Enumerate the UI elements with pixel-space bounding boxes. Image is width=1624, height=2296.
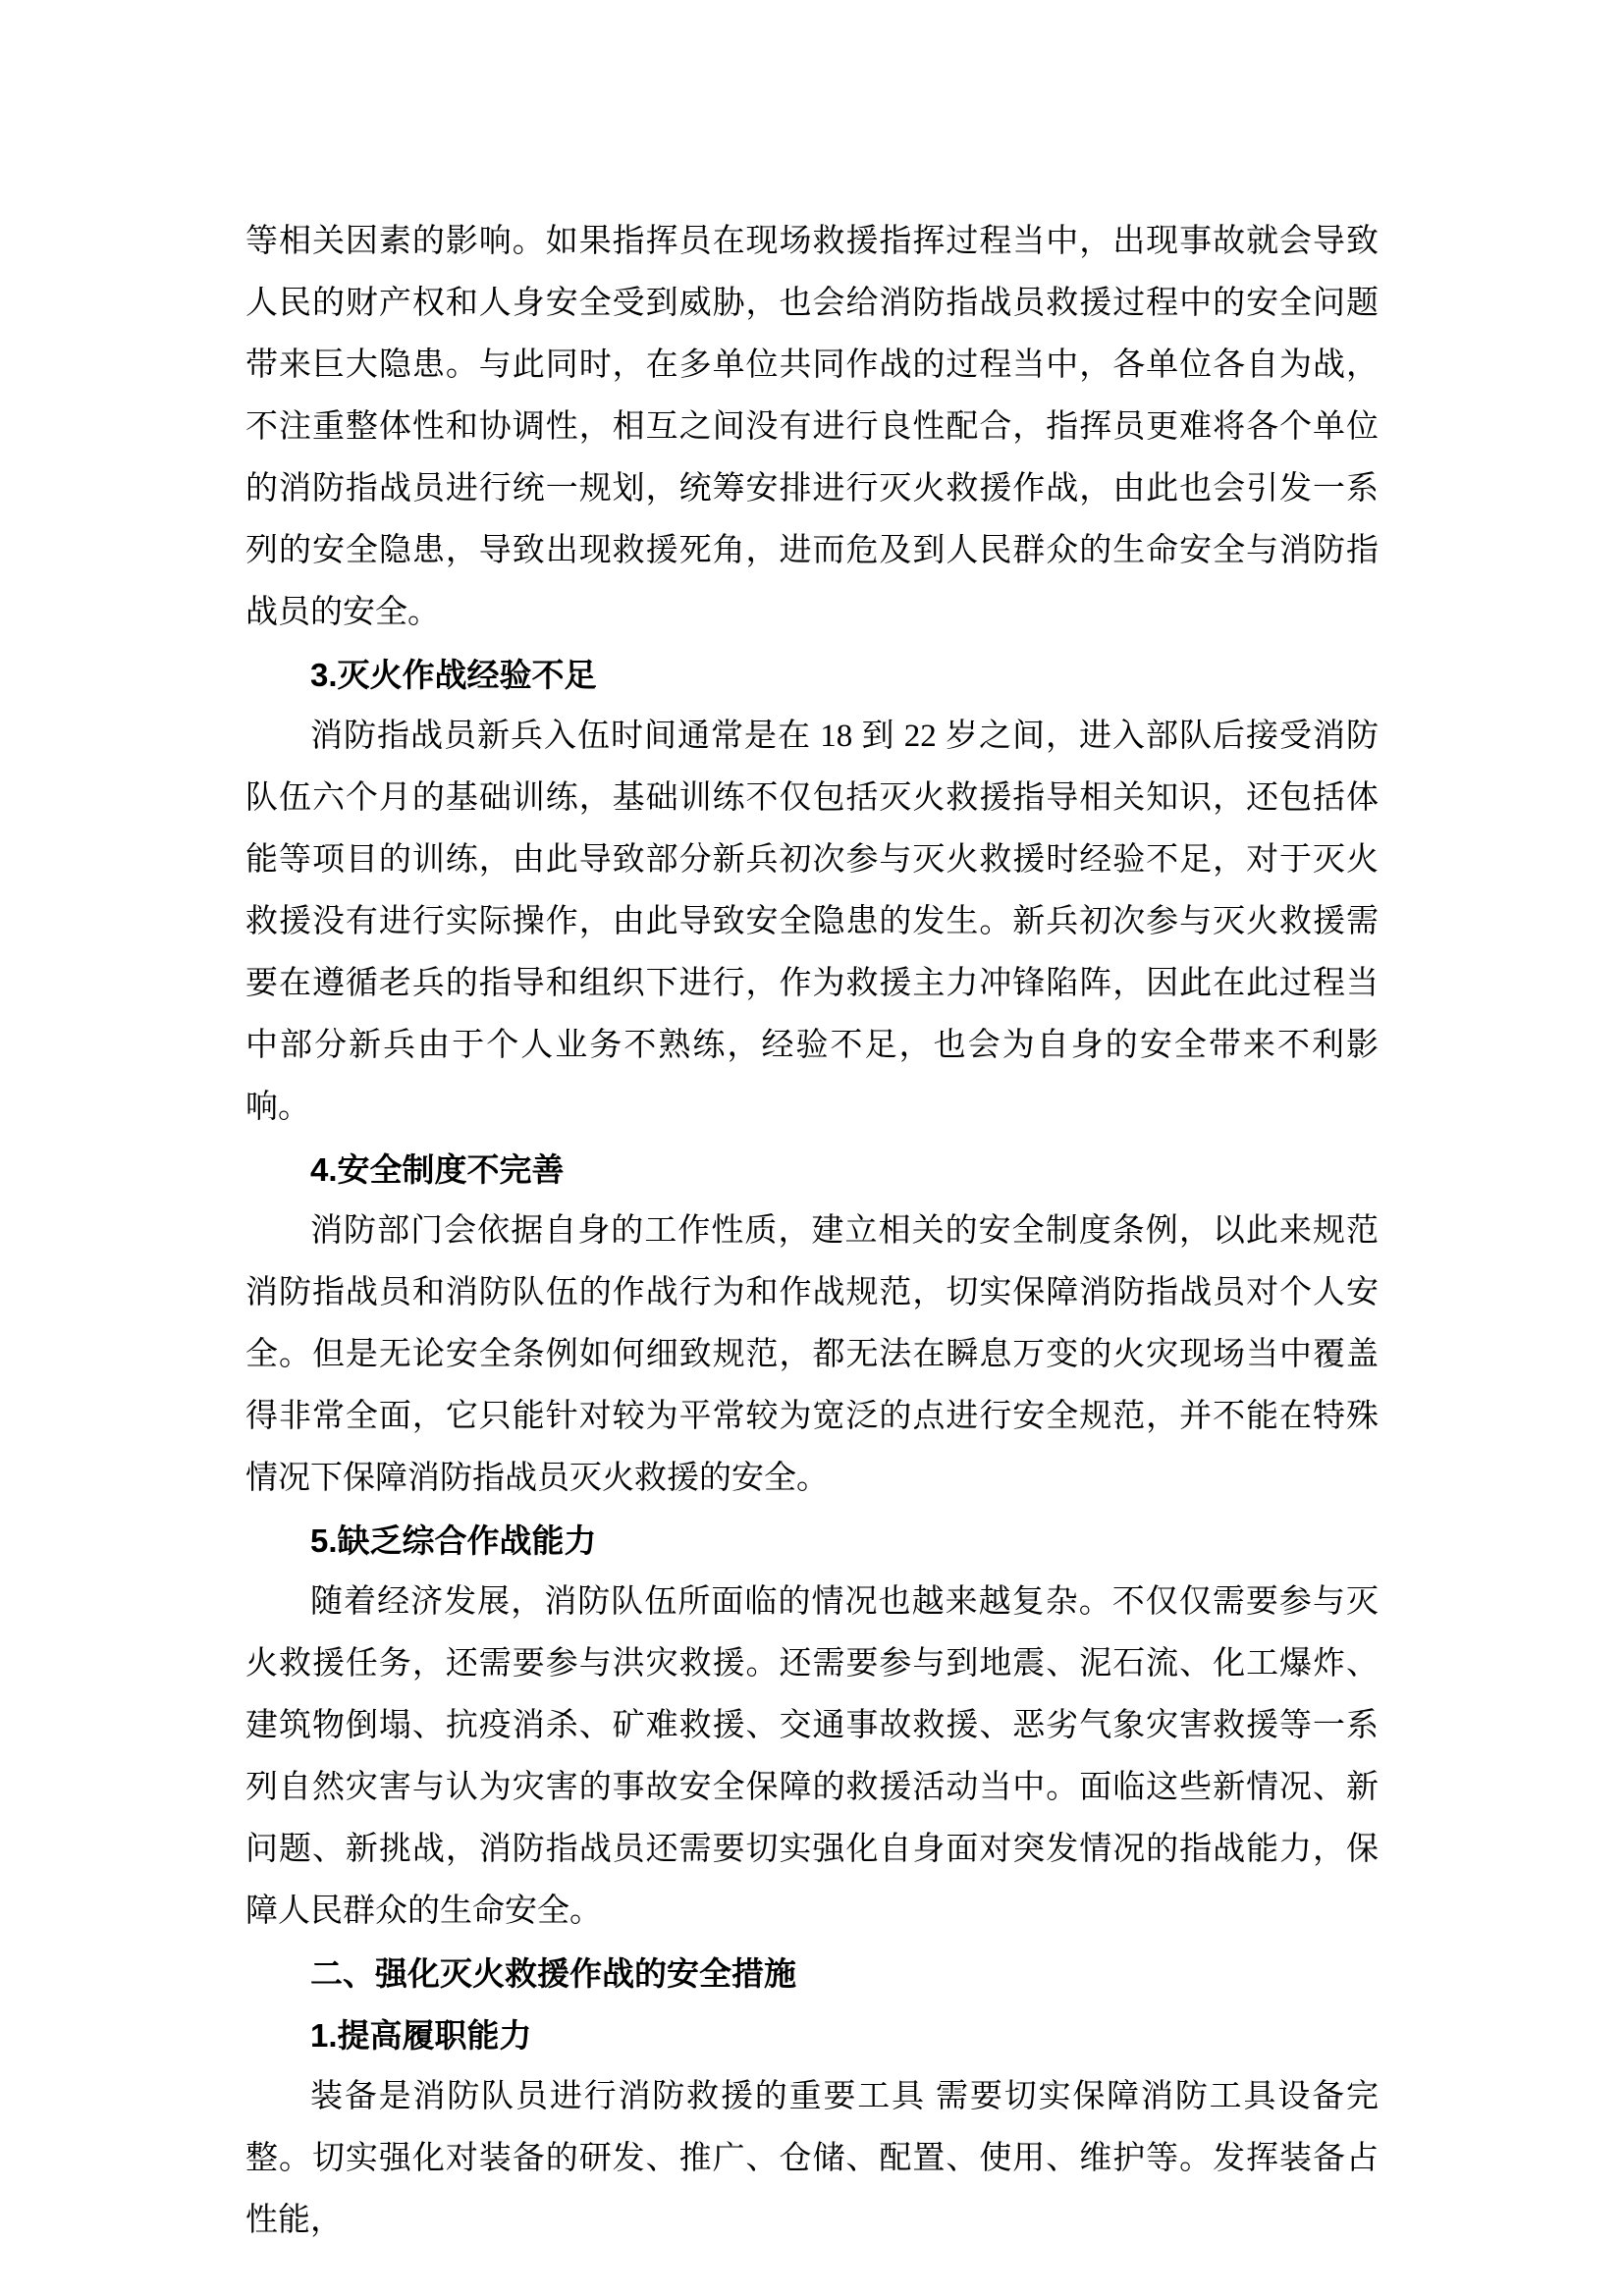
section-heading-4-imperfect-safety-system: 4.安全制度不完善 [310,1151,565,1188]
section-heading-1-improve-duty-capability: 1.提高履职能力 [310,2017,532,2054]
section-heading-5-lack-comprehensive-capability: 5.缺乏综合作战能力 [310,1522,597,1559]
chapter-heading-2-safety-measures: 二、强化灭火救援作战的安全措施 [310,1955,796,1992]
paragraph-comprehensive-capability: 随着经济发展，消防队伍所面临的情况也越来越复杂。不仅仅需要参与灭火救援任务，还需要参与洪灾救援。还需要参与到地震、泥石流、化工爆炸、建筑物倒塌、抗疫消杀、矿难救援、交通事故救援、恶劣气象灾害救援等一系列自然灾害与认为灾害的事故安全保障的救援活动当中。面临这些新情况、新问题、新挑战，消防指战员还需要切实强化自身面对突发情况的指战能力，保障人民群众的生命安全。 [245,1584,1379,1929]
paragraph-continuation: 等相关因素的影响。如果指挥员在现场救援指挥过程当中，出现事故就会导致人民的财产权和人身安全受到威胁，也会给消防指战员救援过程中的安全问题带来巨大隐患。与此同时，在多单位共同作战的过程当中，各单位各自为战，不注重整体性和协调性，相互之间没有进行良性配合，指挥员更难将各个单位的消防指战员进行统一规划，统筹安排进行灭火救援作战，由此也会引发一系列的安全隐患，导致出现救援死角，进而危及到人民群众的生命安全与消防指战员的安全。 [245,224,1379,630]
document-content [245,211,1379,2252]
paragraph-equipment: 装备是消防队员进行消防救援的重要工具 需要切实保障消防工具设备完整。切实强化对装备的研发、推广、仓储、配置、使用、维护等。发挥装备占性能， [245,2079,1379,2238]
section-heading-3-insufficient-combat-experience: 3.灭火作战经验不足 [310,657,597,693]
paragraph-combat-experience: 消防指战员新兵入伍时间通常是在 18 到 22 岁之间，进入部队后接受消防队伍六个月的基础训练，基础训练不仅包括灭火救援指导相关知识，还包括体能等项目的训练，由此导致部分新兵初次参与灭火救援时经验不足，对于灭火救援没有进行实际操作，由此导致安全隐患的发生。新兵初次参与灭火救援需要在遵循老兵的指导和组织下进行，作为救援主力冲锋陷阵，因此在此过程当中部分新兵由于个人业务不熟练，经验不足，也会为自身的安全带来不利影响。 [245,719,1379,1125]
paragraph-safety-system: 消防部门会依据自身的工作性质，建立相关的安全制度条例，以此来规范消防指战员和消防队伍的作战行为和作战规范，切实保障消防指战员对个人安全。但是无论安全条例如何细致规范，都无法在瞬息万变的火灾现场当中覆盖得非常全面，它只能针对较为平常较为宽泛的点进行安全规范，并不能在特殊情况下保障消防指战员灭火救援的安全。 [245,1213,1379,1496]
